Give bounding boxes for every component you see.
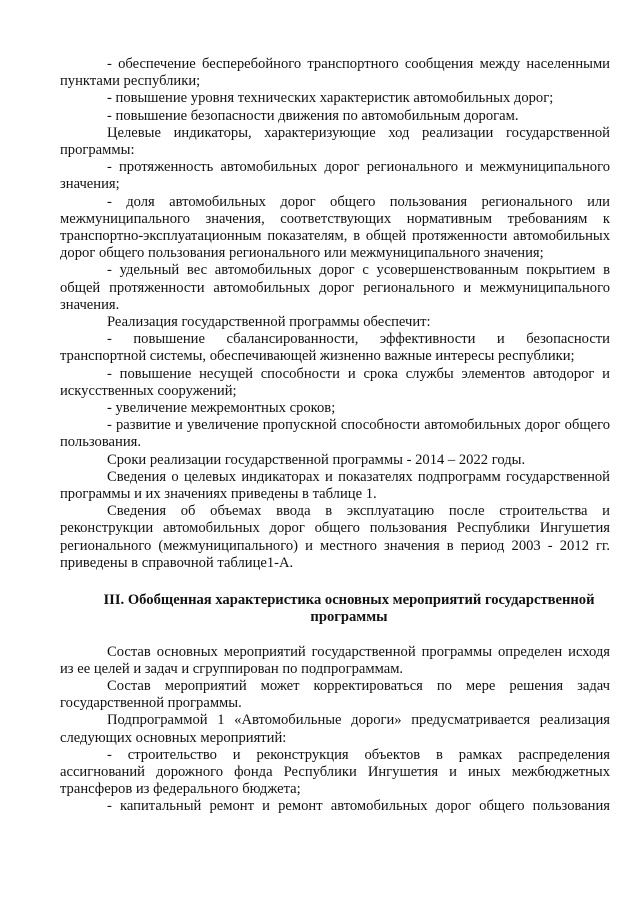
paragraph: - увеличение межремонтных сроков; [107, 400, 336, 417]
paragraph: - развитие и увеличение пропускной способности автомобильных дорог общего пользования. [60, 417, 610, 451]
paragraph: Реализация государственной программы обеспечит: [107, 314, 431, 331]
paragraph: Подпрограммой 1 «Автомобильные дороги» предусматривается реализация следующих основных мероприятий: [60, 712, 610, 746]
paragraph: Сроки реализации государственной программы - 2014 – 2022 годы. [107, 451, 526, 468]
paragraph: - строительство и реконструкция объектов в рамках распределения ассигнований дорожного фонда Республики Ингушетия и иных межбюджетных трансферов из федерального бюджета; [60, 746, 610, 798]
paragraph: - повышение сбалансированности, эффективности и безопасности транспортной системы, обеспечивающей жизненно важные интересы республики; [60, 331, 610, 365]
paragraph: Сведения о целевых индикаторах и показателях подпрограмм государственной программы и их значениях приведены в таблице 1. [60, 468, 610, 503]
text-column [60, 56, 610, 816]
paragraph: - доля автомобильных дорог общего пользования регионального или межмуниципального значения, соответствующих нормативным требованиям к транспортно-эксплуатационным показателям, в общей протяженности автомобильных дорог общего пользования регионального или межмуниципального значения; [60, 193, 610, 262]
paragraph: - повышение уровня технических характеристик автомобильных дорог; [107, 90, 554, 107]
paragraph: Целевые индикаторы, характеризующие ход реализации государственной программы: [60, 124, 610, 159]
paragraph: Сведения об объемах ввода в эксплуатацию после строительства и реконструкции автомобильных дорог общего пользования Республики Ингушетия регионального (межмуниципального) и местного значения в период 2003 - 2012 гг. приведены в справочной таблице1-А. [60, 503, 610, 571]
paragraph: - повышение несущей способности и срока службы элементов автодорог и искусственных сооружений; [60, 365, 610, 399]
section-heading: III. Обобщенная характеристика основных мероприятий государственной программы [103, 592, 595, 626]
paragraph: - протяженность автомобильных дорог регионального и межмуниципального значения; [60, 159, 610, 193]
paragraph: Состав мероприятий может корректироваться по мере решения задач государственной программы. [60, 677, 610, 712]
paragraph: Состав основных мероприятий государственной программы определен исходя из ее целей и задач и сгруппирован по подпрограммам. [60, 643, 610, 677]
paragraph: - капитальный ремонт и ремонт автомобильных дорог общего пользования [107, 798, 610, 815]
paragraph: - повышение безопасности движения по автомобильным дорогам. [107, 107, 519, 124]
paragraph: - удельный вес автомобильных дорог с усовершенствованным покрытием в общей протяженности автомобильных дорог регионального и межмуниципального значения. [60, 262, 610, 313]
paragraph: - обеспечение бесперебойного транспортного сообщения между населенными пунктами республики; [60, 56, 610, 90]
